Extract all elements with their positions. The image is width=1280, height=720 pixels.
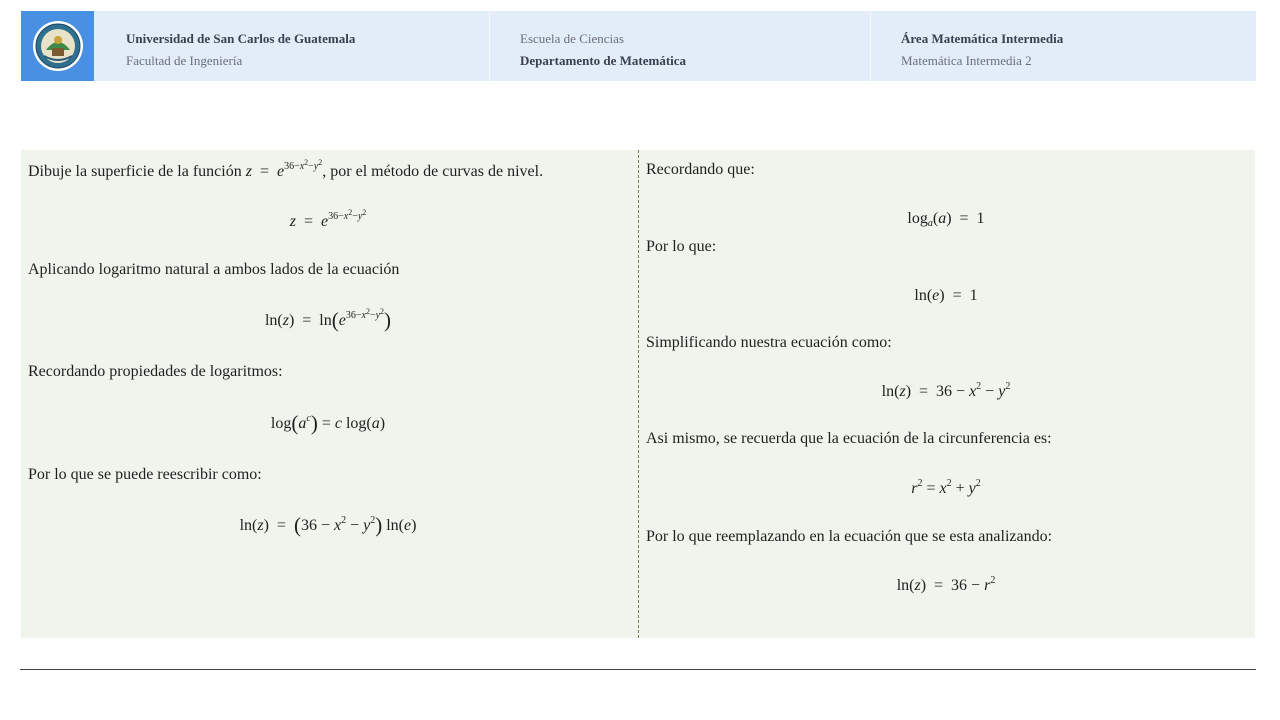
header-school-block (489, 11, 870, 81)
right-column (646, 150, 1246, 638)
equation-z-definition: $z = e^{36-x^2-y^2}$ (289, 208, 367, 230)
equation-log-power-rule: $\log(a^c) = c$ log(a) (270, 411, 386, 435)
faculty-name: Facultad de Ingeniería (126, 53, 243, 68)
university-name: Universidad de San Carlos de Guatemala (126, 31, 356, 46)
header-course-block (870, 11, 1256, 81)
circle-text: Asi mismo, se recuerda que la ecuación de la circunferencia es: (646, 430, 1052, 447)
header-bar (21, 11, 1256, 81)
rewrite-text: Por lo que se puede reescribir como: (28, 466, 262, 483)
course-name: Matemática Intermedia 2 (901, 53, 1032, 68)
intro-formula: $z = e^{36-x^2-y^2}$ (245, 158, 323, 180)
school-name: Escuela de Ciencias (520, 31, 624, 46)
left-column (28, 150, 628, 638)
replace-text: Por lo que reemplazando en la ecuación que se esta analizando: (646, 528, 1053, 545)
recall-text: Recordando que: (646, 161, 755, 178)
equation-ln-e: ln(e) = 1 (914, 287, 978, 304)
log-properties-text: Recordando propiedades de logaritmos: (28, 363, 283, 380)
intro-line (28, 158, 544, 182)
intro-suffix: , por el método de curvas de nivel. (322, 163, 544, 180)
simplify-text: Simplificando nuestra ecuación como: (646, 334, 892, 351)
university-seal-icon (32, 20, 84, 72)
equation-ln-both-sides: $\ln(z) = \ln(e^{36-x^2-y^2})$ (264, 307, 392, 332)
equation-log-base: $\log_a(a) = 1$ (907, 210, 985, 229)
content-panel (21, 150, 1255, 638)
so-text: Por lo que: (646, 238, 717, 255)
equation-rewritten: $\ln(z) = (36 - x^2 - y^2)$ ln(e) (239, 513, 417, 537)
equation-final: $\ln(z) = 36 - r^2$ (896, 575, 996, 594)
header-university-block (94, 11, 489, 81)
column-divider (638, 150, 639, 638)
intro-text: Dibuje la superficie de la función (28, 163, 242, 180)
apply-log-text: Aplicando logaritmo natural a ambos lados de la ecuación (28, 261, 400, 278)
footer-rule (20, 669, 1256, 670)
area-name: Área Matemática Intermedia (901, 31, 1064, 46)
equation-simplified: $\ln(z) = 36 - x^2 - y^2$ (881, 381, 1011, 400)
department-name: Departamento de Matemática (520, 53, 687, 68)
equation-circle: $r^2 = x^2 + y^2$ (911, 478, 981, 497)
logo-container (21, 11, 94, 81)
